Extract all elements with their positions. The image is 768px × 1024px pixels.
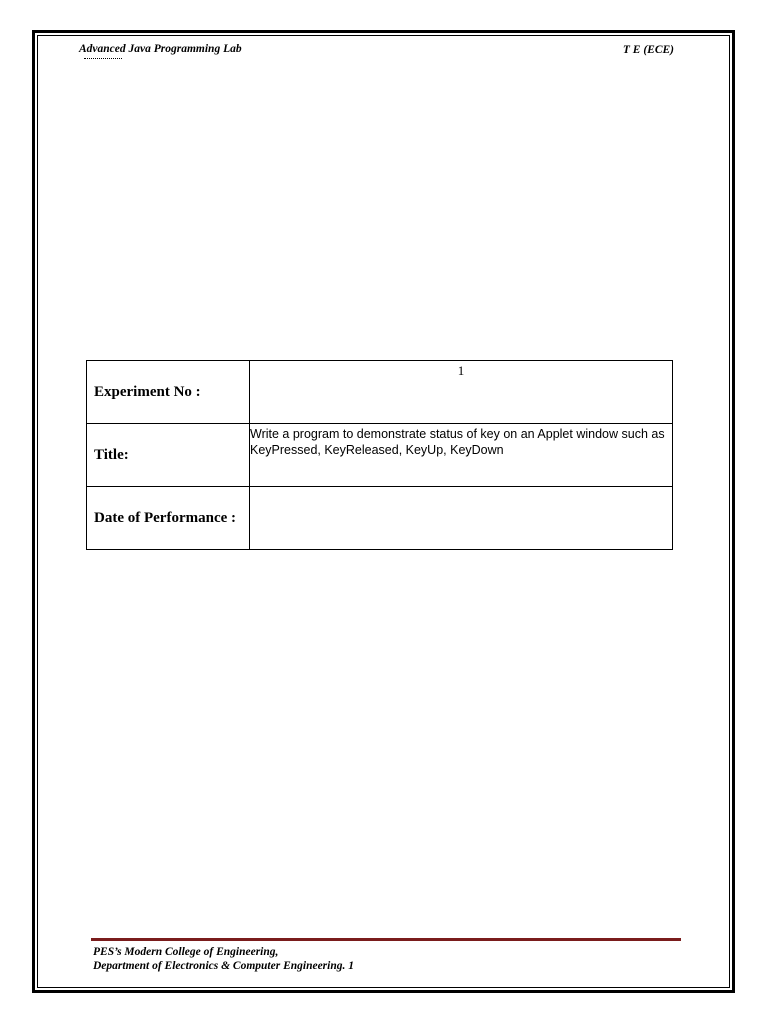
title-label: Title: — [87, 424, 250, 487]
table-row — [87, 487, 673, 550]
table-row — [87, 361, 673, 424]
header-cutoff-line — [84, 56, 130, 62]
date-of-performance-value — [250, 487, 673, 550]
table-row — [87, 424, 673, 487]
title-value: Write a program to demonstrate status of key on an Applet window such as KeyPressed, KeyReleased, KeyUp, KeyDown — [250, 427, 665, 457]
experiment-table — [86, 360, 673, 550]
footer-department: Department of Electronics & Computer Engineering. 1 — [93, 960, 355, 972]
experiment-no-value: 1 — [457, 363, 465, 378]
header-course-title: Advanced Java Programming Lab — [79, 43, 242, 55]
footer-college-name: PES’s Modern College of Engineering, — [93, 946, 279, 958]
experiment-no-cell — [250, 361, 673, 424]
title-cell — [250, 424, 673, 487]
experiment-no-label: Experiment No : — [87, 361, 250, 424]
date-of-performance-label: Date of Performance : — [87, 487, 250, 550]
footer-divider — [91, 938, 681, 941]
header-class-label: T E (ECE) — [622, 44, 674, 56]
footer — [93, 945, 354, 973]
